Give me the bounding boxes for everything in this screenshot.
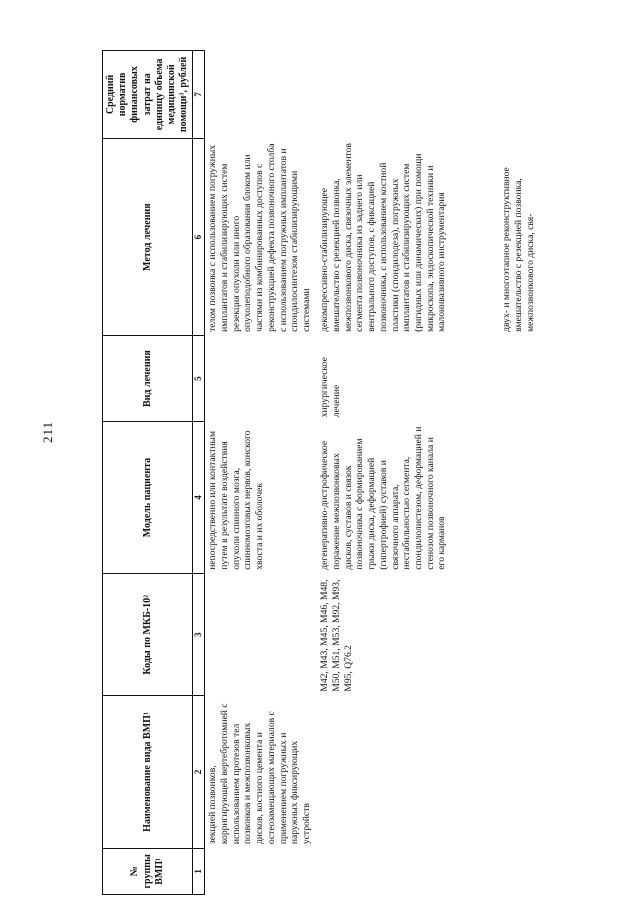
column-number: 1	[193, 848, 205, 894]
cell-icd-codes: M42, M43, M45, M46, M48, M50, M51, M53, M92, M93, M95, Q76.2	[319, 579, 354, 692]
cell-cost-standard	[499, 51, 563, 139]
header-treatment-type: Вид лечения	[103, 336, 193, 421]
cell-cost-standard	[205, 51, 318, 139]
column-number: 6	[193, 138, 205, 336]
rotated-table-container	[102, 50, 564, 895]
header-icd-codes: Коды по МКБ-10²	[103, 574, 193, 696]
cell-vmp-name	[499, 696, 563, 848]
cell-vmp-name: зекцией позвонков, корригирующей вертебротомией с использованием протезов тел позвонков и межпозвонковых дисков, костного цемента и остеозамещающих материалов с применением погружных и наружных фиксирующих устройств	[207, 703, 312, 845]
header-vmp-name: Наименование вида ВМП¹	[103, 696, 193, 848]
cell-icd-codes	[205, 574, 318, 696]
cell-group-number	[205, 848, 318, 894]
column-number: 2	[193, 696, 205, 848]
cell-treatment-method: телом позвонка с использованием погружных имплантатов и стабилизирующих систем резекция опухоли или иного опухолеподобного образования блоком или частями из комбинированных доступов с реконструкцией дефекта позвоночного столба с использованием погружных имплантатов и спондилосинтезом стабилизирующими системами	[207, 143, 312, 332]
cell-treatment-type: хирургическое лечение	[319, 357, 343, 418]
header-group-number: № группы ВМП¹	[103, 848, 193, 894]
header-treatment-method: Метод лечения	[103, 138, 193, 336]
cell-cost-standard	[317, 51, 499, 139]
column-number: 5	[193, 336, 205, 421]
page-number: 211	[40, 420, 55, 444]
cell-treatment-type	[205, 336, 318, 421]
cell-group-number	[317, 848, 499, 894]
cell-vmp-name	[317, 696, 499, 848]
column-number: 7	[193, 51, 205, 139]
header-cost-standard: Средний норматив финансовых затрат на единицу объема медицинской помощи³, рублей	[103, 51, 193, 139]
table-row	[499, 51, 563, 895]
column-number: 3	[193, 574, 205, 696]
cell-treatment-type	[499, 336, 563, 421]
table-row	[205, 51, 318, 895]
treatment-methods-table	[102, 50, 563, 895]
cell-treatment-method: декомпрессивно-стабилизирующее вмешательство с резекцией позвонка, межпозвонкового диска, связочных элементов сегмента позвоночника из заднего или вентрального доступов, с фиксацией позвоночника, с использованием костной пластики (спондилодеза), погружных имплантатов и стабилизирующих систем (ригидных или динамических) при помощи микроскопа, эндоскопической техники и малоинвазивного инструментария	[319, 143, 448, 332]
column-number-row	[193, 51, 205, 895]
cell-treatment-method: двух- и многоэтапное реконструктивное вмешательство с резекцией позвонка, межпозвонкового диска, свя-	[501, 167, 536, 332]
table-header-row	[103, 51, 193, 895]
table-row	[317, 51, 499, 895]
column-number: 4	[193, 421, 205, 573]
cell-patient-model: непосредственно или контактным путем в результате воздействия опухоли спинного мозга, спинномозговых нервов, конского хвоста и их оболочек	[207, 430, 266, 570]
cell-patient-model: дегенеративно-дистрофическое поражение межпозвонковых дисков, суставов и связок позвоночника с формированием грыжи диска, деформацией (гипертрофией) суставов и связочного аппарата, нестабильностью сегмента, спондилолистезом, деформацией и стенозом позвоночного канала и его карманов	[319, 426, 448, 570]
cell-group-number	[499, 848, 563, 894]
cell-icd-codes	[499, 574, 563, 696]
header-patient-model: Модель пациента	[103, 421, 193, 573]
cell-patient-model	[499, 421, 563, 573]
